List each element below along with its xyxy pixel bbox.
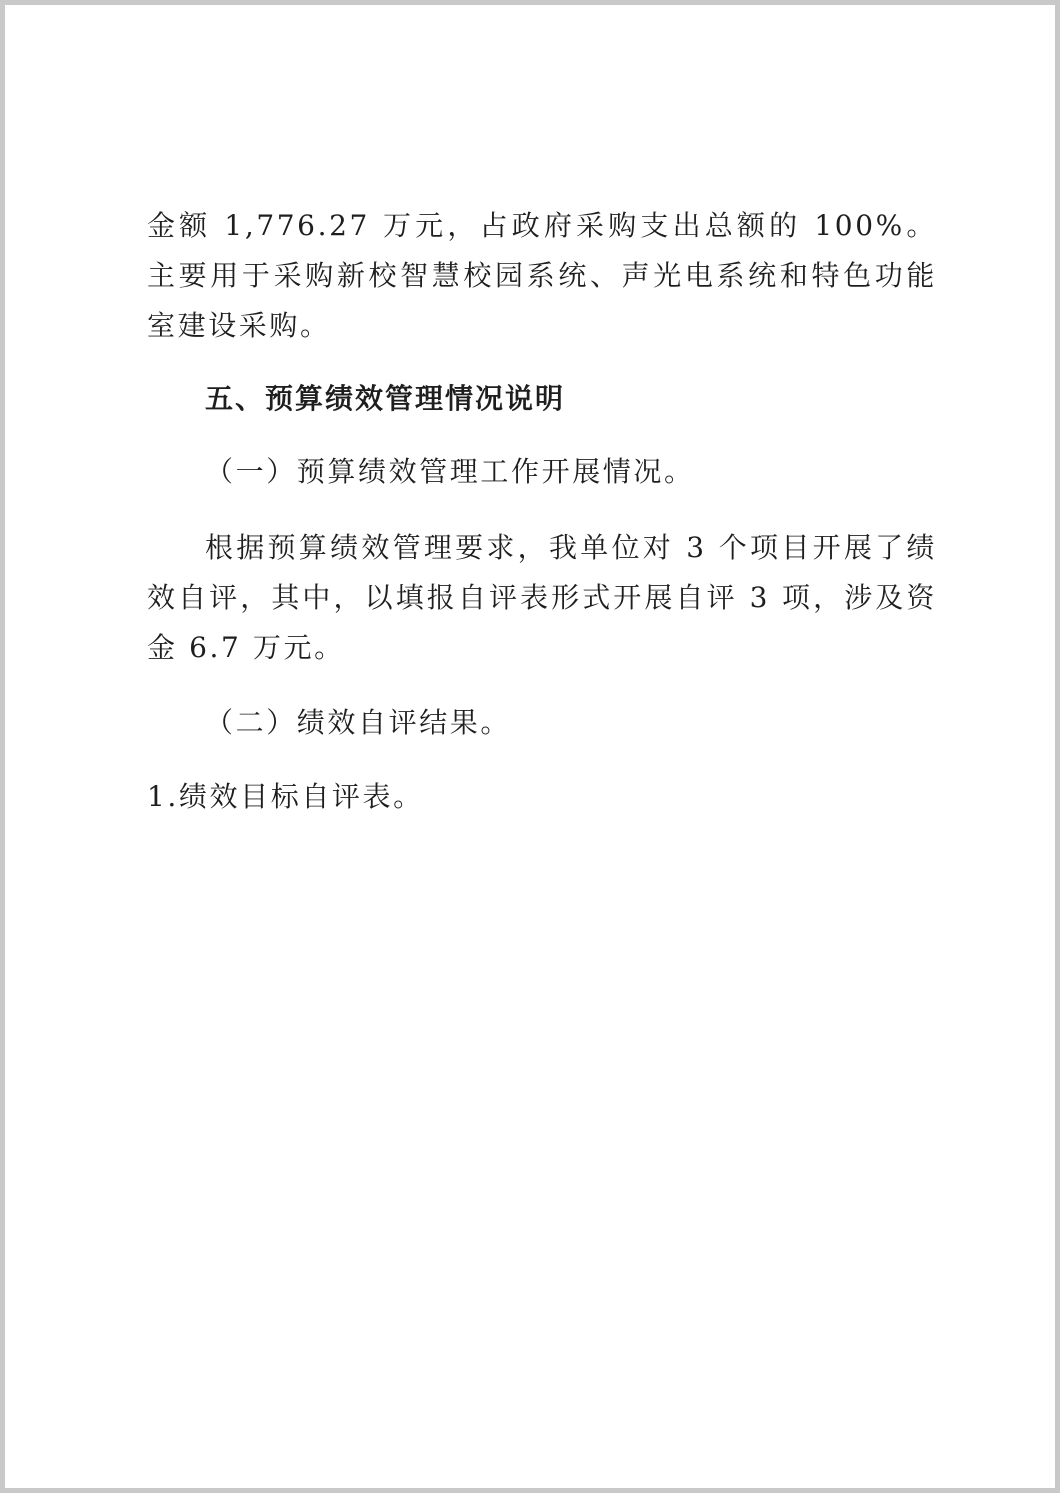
- list-item-target-table: 1.绩效目标自评表。: [147, 780, 424, 813]
- subsection-heading-results: （二）绩效自评结果。: [205, 706, 512, 739]
- section-heading-budget-performance: 五、预算绩效管理情况说明: [205, 382, 566, 415]
- subsection-heading-work-status: （一）预算绩效管理工作开展情况。: [205, 455, 695, 488]
- self-evaluation-paragraph: 根据预算绩效管理要求，我单位对 3 个项目开展了绩效自评，其中，以填报自评表形式开展自评 3 项，涉及资金 6.7 万元。: [147, 531, 937, 664]
- document-body: [147, 201, 937, 822]
- procurement-paragraph: 金额 1,776.27 万元，占政府采购支出总额的 100%。主要用于采购新校智慧校园系统、声光电系统和特色功能室建设采购。: [147, 209, 937, 342]
